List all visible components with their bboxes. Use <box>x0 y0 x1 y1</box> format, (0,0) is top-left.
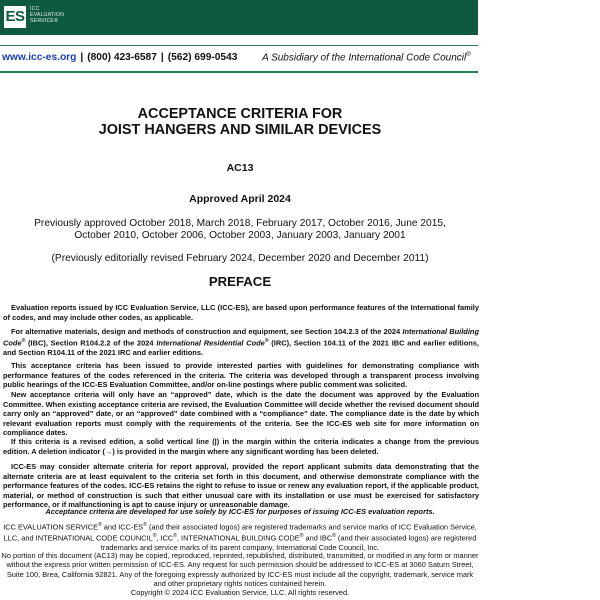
logo-line: ICC <box>30 6 40 12</box>
paragraph-text: New acceptance criteria will only have an “approved” date, which is the date the document was approved by the Evaluation Committee. When existing acceptance criteria are revised, the Evaluation Committee will decide whether the revised document should carry only an “approved” date, or an “approved” date combined with a “compliance” date. The compliance date is the date by which relevant evaluation reports must comply with the requirements of the criteria. See the ICC-ES web site for more information on compliance dates. <box>3 390 479 438</box>
reproduction-notice: No portion of this document (AC13) may be copied, reproduced, reprinted, republished, distributed, transmitted, or modified in any form or manner without the express prior written permission of ICC-ES. Any request for such permission should be addressed to ICC-ES at 3060 Saturn Street, Suite 100, Brea, California 92821. Any of the foregoing expressly authorized by ICC-ES must include all the copyright, trademark, service mark and other proprietary rights notices contained herein. <box>1 551 479 588</box>
registered-mark: ® <box>98 522 102 528</box>
header-rule-top <box>0 45 478 46</box>
trademark-notice <box>0 521 480 552</box>
approval-date: Approved April 2024 <box>189 193 291 205</box>
text-run: (IRC), Section 104.11 of the 2021 IBC and earlier editions, and Section R104.11 of the 2021 IRC and earlier editions. <box>3 338 479 357</box>
registered-mark: ® <box>264 337 269 344</box>
text-run: (and their associated logos) are registered trademarks and service marks of ICC Evaluation Service, LLC, and INTERNATIONAL CODE COUNCIL <box>3 522 477 543</box>
logo-line: EVALUATION <box>30 12 65 18</box>
document-title <box>0 106 480 138</box>
paragraph-text: If this criteria is a revised edition, a solid vertical line (|) in the margin within the criteria indicates a change from the previous edition. A deletion indicator (→) is provided in the margin where any significant wording has been deleted. <box>3 437 479 456</box>
registered-mark: ® <box>173 532 177 539</box>
contact-bar <box>2 52 480 63</box>
previous-approvals-line: October 2010, October 2006, October 2003, January 2003, January 2001 <box>74 230 406 241</box>
code-title: International Residential Code <box>156 338 265 348</box>
criteria-number: AC13 <box>226 162 254 174</box>
section-heading: PREFACE <box>208 274 272 289</box>
separator: | <box>80 52 84 63</box>
registered-mark: ® <box>466 52 471 58</box>
paragraph-text: This acceptance criteria has been issued to provide interested parties with guidelines for demonstrating compliance with performance features of the codes referenced in the criteria. The criteria was developed through a transparent process involving public hearings of the ICC-ES Evaluation Committee, and/or on-line postings where public comment was solicited. <box>3 361 479 390</box>
subsidiary-text: A Subsidiary of the International Code Council <box>262 52 467 64</box>
registered-mark: ® <box>152 532 157 539</box>
use-notice: Acceptance criteria are developed for use solely by ICC-ES for purposes of issuing ICC-ES evaluation reports. <box>45 507 435 516</box>
separator: | <box>160 52 164 63</box>
title-line: ACCEPTANCE CRITERIA FOR <box>137 106 343 122</box>
code-title: International Building Code <box>3 327 479 348</box>
registered-mark: ® <box>21 337 26 344</box>
preface-paragraph <box>3 361 479 390</box>
preface-paragraph <box>3 462 479 510</box>
logo-wordmark <box>30 6 64 24</box>
text-run: (and their associated logos) are registered trademarks and service marks of its parent company, International Code Council, Inc. <box>100 533 477 552</box>
header-rule-bottom <box>0 71 478 73</box>
paragraph-text: ICC-ES may consider alternate criteria for report approval, provided the report applicant submits data demonstrating that the alternate criteria are at least equivalent to the criteria set forth in this document, and otherwise demonstrate compliance with the performance features of the codes. ICC-ES retains the right to refuse to issue or renew any evaluation report, if the applicable product, material, or method of construction is such that either unusual care with its installation or use must be exercised for satisfactory performance, or if malfunctioning is apt to cause injury or unreasonable damage. <box>3 462 479 510</box>
text-run: ICC EVALUATION SERVICE <box>3 522 99 532</box>
previous-approvals-line: Previously approved October 2018, March 2018, February 2017, October 2016, June 2015, <box>34 218 446 229</box>
phone-secondary: (562) 699-0543 <box>167 52 238 63</box>
logo-line: SERVICE® <box>30 18 59 24</box>
paragraph-text: Evaluation reports issued by ICC Evaluation Service, LLC (ICC-ES), are based upon performance features of the International family of codes, and may include other codes, as applicable. <box>3 303 479 322</box>
subsidiary-note <box>262 52 471 63</box>
text-run: (IBC), Section R104.2.2 of the 2024 <box>25 338 157 348</box>
text-run: and IBC <box>303 533 333 543</box>
phone-primary: (800) 423-6587 <box>87 52 157 63</box>
text-run: , INTERNATIONAL BUILDING CODE <box>176 533 300 543</box>
text-run: and ICC-ES <box>101 522 144 532</box>
title-line: JOIST HANGERS AND SIMILAR DEVICES <box>98 122 382 138</box>
registered-mark: ® <box>143 522 147 528</box>
icc-es-logo-icon: ES <box>4 6 26 28</box>
copyright-notice: Copyright © 2024 ICC Evaluation Service, LLC. All rights reserved. <box>130 588 350 597</box>
preface-paragraph <box>3 390 479 438</box>
header-banner <box>0 0 478 35</box>
preface-paragraph <box>3 437 479 456</box>
paragraph-text <box>3 327 479 357</box>
text-run: , ICC <box>156 533 174 543</box>
text-run: For alternative materials, design and methods of construction and equipment, see Section 104.2.3 of the 2024 <box>11 327 403 336</box>
editorial-revisions: (Previously editorially revised February 2024, December 2020 and December 2011) <box>51 253 429 264</box>
registered-mark: ® <box>299 532 304 539</box>
preface-paragraph <box>3 327 479 357</box>
previous-approvals <box>0 218 480 242</box>
website-link[interactable]: www.icc-es.org <box>2 52 77 63</box>
preface-paragraph <box>3 303 479 322</box>
registered-mark: ® <box>332 532 336 539</box>
